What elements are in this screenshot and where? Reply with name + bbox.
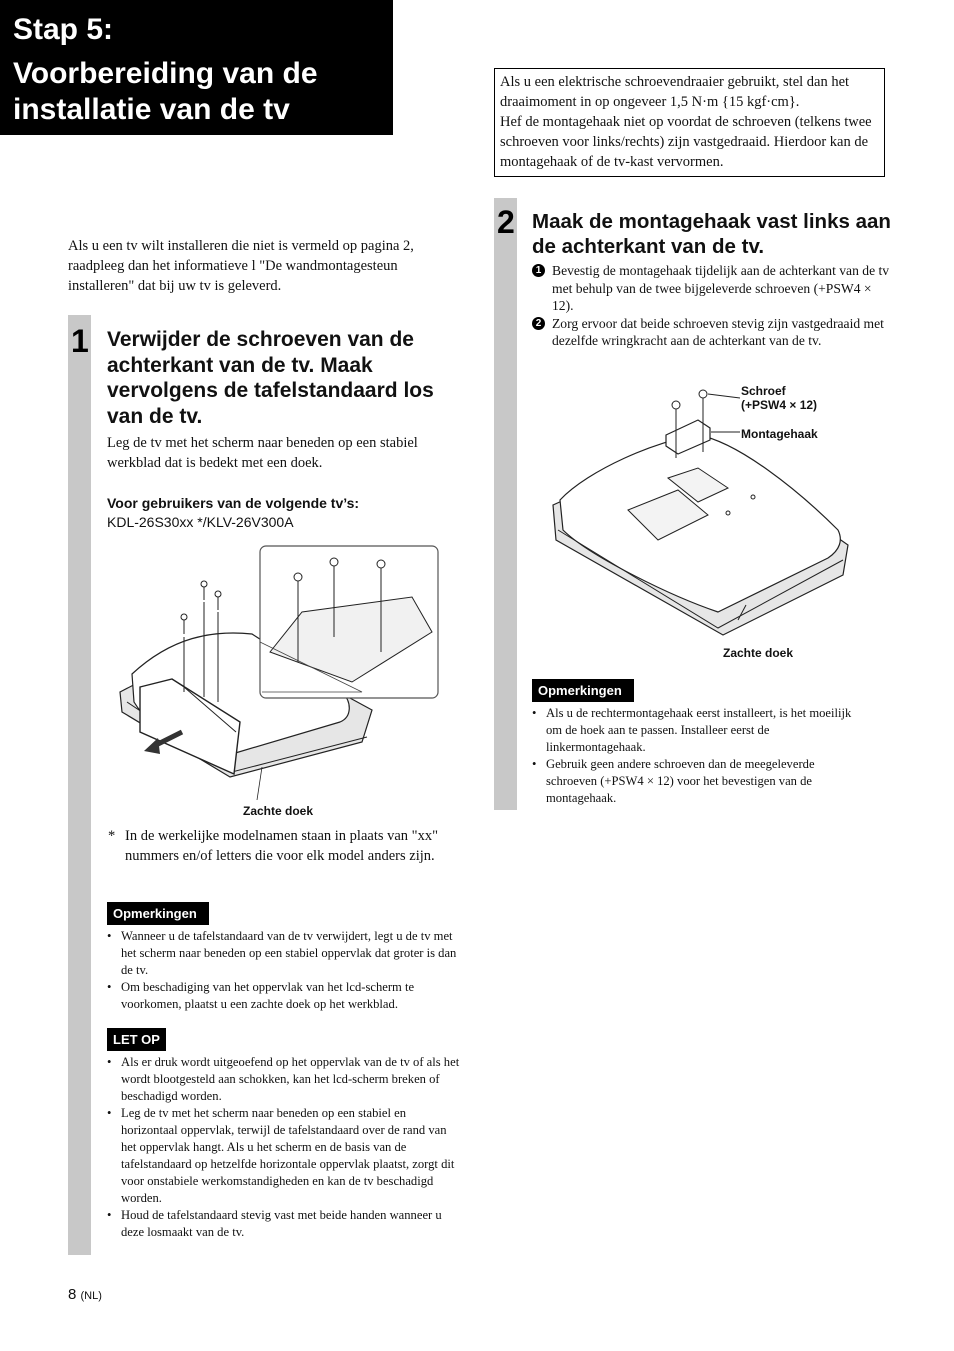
warning-box <box>494 68 885 177</box>
step2-notes-label: Opmerkingen <box>532 679 634 702</box>
page-title-line1: Voorbereiding van de <box>13 57 318 90</box>
step2-cloth-label: Zachte doek <box>723 646 794 660</box>
warning-box-line2: Hef de montagehaak niet op voordat de schroeven (telkens twee schroeven voor links/rechts) zijn vastgedraaid. Hierdoor kan de montagehaak of de tv-kast vervormen. <box>500 114 872 170</box>
step2-screw-label <box>741 384 817 412</box>
list-item: • Als er druk wordt uitgeoefend op het oppervlak van de tv of als het wordt blootgesteld aan schokken, kan het lcd-scherm breken of beschadigd worden. <box>107 1054 462 1105</box>
step1-arrow-head <box>144 738 160 754</box>
list-item: • Leg de tv met het scherm naar beneden op een stabiel en horizontaal oppervlak, terwijl de tafelstandaard over de rand van het oppervlak hangt. Als u het scherm en de basis van de tafelstandaard op hetzelfde horizontale oppervlak plaatst, zorgt dit voor onstabiele werkomstandigheden en kan de tv beschadigd worden. <box>107 1105 462 1207</box>
step1-footnote: In de werkelijke modelnamen staan in plaats van "xx" nummers en/of letters die voor elk model anders zijn. <box>125 828 439 864</box>
list-item: • Houd de tafelstandaard stevig vast met beide handen wanneer u deze losmaakt van de tv. <box>107 1207 462 1241</box>
step2-substep-1-number: 1 <box>532 264 545 277</box>
list-item: • Gebruik geen andere schroeven dan de meegeleverde schroeven (+PSW4 × 12) voor het bevestigen van de montagehaak. <box>532 756 857 807</box>
page-title-step: Stap 5: <box>13 13 114 46</box>
step1-notes-label: Opmerkingen <box>107 902 209 925</box>
step2-notes-list <box>532 705 857 807</box>
step2-bracket-label: Montagehaak <box>741 427 818 441</box>
step2-substep-2-number: 2 <box>532 317 545 330</box>
step2-substep-2-text: Zorg ervoor dat beide schroeven stevig zijn vastgedraaid met dezelfde wringkracht aan de achterkant van de tv. <box>552 315 884 348</box>
step2-notes-heading <box>532 679 634 702</box>
step2-number: 2 <box>497 204 515 240</box>
step1-caution-heading <box>107 1028 166 1051</box>
page-title-line2: installatie van de tv <box>13 93 290 126</box>
list-item: • Als u de rechtermontagehaak eerst installeert, is het moeilijk om de hoek aan te passen. Installeer eerst de linkermontagehaak. <box>532 705 857 756</box>
step2-bar <box>494 198 517 810</box>
step1-text: Leg de tv met het scherm naar beneden op een stabiel werkblad dat is bedekt met een doek. <box>107 435 418 471</box>
warning-box-line1: Als u een elektrische schroevendraaier gebruikt, stel dan het draaimoment in op ongeveer 1,5 N·m {15 kgf·cm}. <box>500 74 850 110</box>
page-number <box>68 1286 102 1303</box>
step2-substep-2 <box>532 315 890 350</box>
step1-figure <box>112 542 442 822</box>
page-number-value: 8 <box>68 1286 77 1303</box>
step1-bar <box>68 315 91 1255</box>
step1-models: KDL-26S30xx */KLV-26V300A <box>107 514 294 530</box>
step2-screw-label-line2: (+PSW4 × 12) <box>741 398 818 412</box>
step2-heading: Maak de montagehaak vast links aan de achterkant van de tv. <box>532 210 891 258</box>
step1-cloth-leader <box>257 767 262 800</box>
step2-substep-1 <box>532 262 890 315</box>
step2-screw-label-line1: Schroef <box>741 384 786 398</box>
step1-caution-list <box>107 1054 462 1241</box>
list-item: • Wanneer u de tafelstandaard van de tv verwijdert, legt u de tv met het scherm naar beneden op een stabiel oppervlak dat groter is dan de tv. <box>107 928 462 979</box>
step1-notes-heading <box>107 902 209 925</box>
page-language: (NL) <box>80 1290 102 1302</box>
step2-substeps <box>532 262 890 350</box>
page-title-box <box>0 0 393 135</box>
step2-figure <box>548 380 858 650</box>
step1-heading: Verwijder de schroeven van de achterkant van de tv. Maak vervolgens de tafelstandaard los van de tv. <box>107 328 434 428</box>
step1-notes-list <box>107 928 462 1013</box>
step1-number: 1 <box>71 323 89 359</box>
step1-footnote-mark: * <box>108 828 116 844</box>
intro-paragraph: Als u een tv wilt installeren die niet is vermeld op pagina 2, raadpleeg dan het informatieve l "De wandmontagesteun installeren" dat bij uw tv is geleverd. <box>68 238 414 294</box>
step1-users-label: Voor gebruikers van de volgende tv’s: <box>107 495 360 511</box>
step2-substep-1-text: Bevestig de montagehaak tijdelijk aan de achterkant van de tv met behulp van de twee bijgeleverde schroeven (+PSW4 × 12). <box>552 263 890 313</box>
step1-figure-label: Zachte doek <box>243 804 314 818</box>
list-item: • Om beschadiging van het oppervlak van het lcd-scherm te voorkomen, plaatst u een zachte doek op het werkblad. <box>107 979 462 1013</box>
step1-caution-label: LET OP <box>107 1028 166 1051</box>
